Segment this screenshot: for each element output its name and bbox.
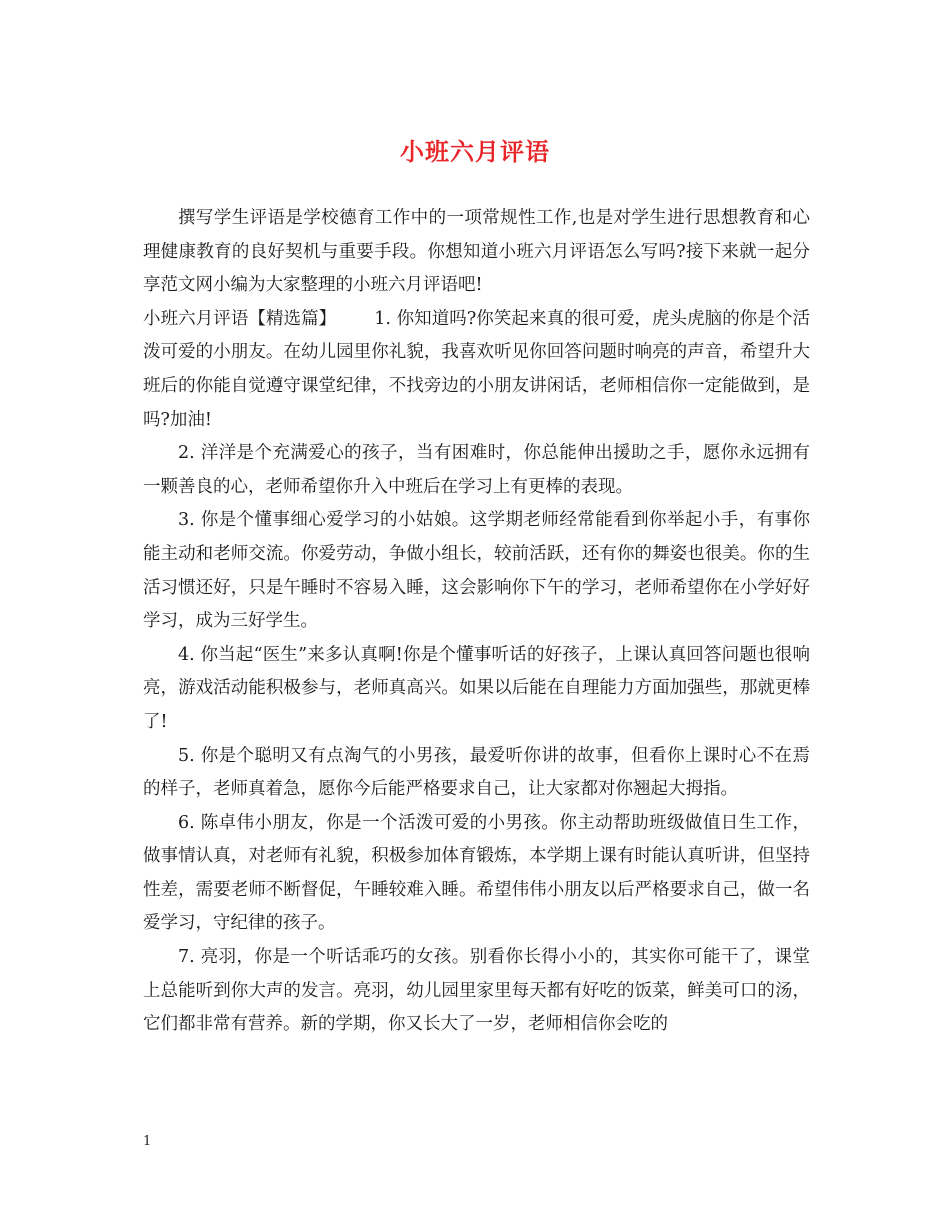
document-body xyxy=(143,202,810,1042)
item-5-paragraph: 5. 你是个聪明又有点淘气的小男孩，最爱听你讲的故事，但看你上课时心不在焉的样子，老师真着急，愿你今后能严格要求自己，让大家都对你翘起大拇指。 xyxy=(143,745,810,800)
first-item-paragraph xyxy=(143,303,810,437)
page-number: 1 xyxy=(143,1134,152,1149)
item-7-paragraph: 7. 亮羽，你是一个听话乖巧的女孩。别看你长得小小的，其实你可能干了，课堂上总能听到你大声的发言。亮羽，幼儿园里家里每天都有好吃的饭菜，鲜美可口的汤，它们都非常有营养。新的学期，你又长大了一岁，老师相信你会吃的 xyxy=(143,947,810,1035)
intro-paragraph: 撰写学生评语是学校德育工作中的一项常规性工作,也是对学生进行思想教育和心理健康教育的良好契机与重要手段。你想知道小班六月评语怎么写吗?接下来就一起分享范文网小编为大家整理的小班六月评语吧! xyxy=(143,208,810,296)
page-title: 小班六月评语 xyxy=(400,137,550,166)
item-4-paragraph: 4. 你当起“医生”来多认真啊!你是个懂事听话的好孩子，上课认真回答问题也很响亮，游戏活动能积极参与，老师真高兴。如果以后能在自理能力方面加强些，那就更棒了! xyxy=(143,644,810,732)
item-2-paragraph: 2. 洋洋是个充满爱心的孩子，当有困难时，你总能伸出援助之手，愿你永远拥有一颗善良的心，老师希望你升入中班后在学习上有更棒的表现。 xyxy=(143,443,810,497)
section-heading: 小班六月评语【精选篇】 xyxy=(143,308,337,329)
item-1-text: 1. 你知道吗?你笑起来真的很可爱，虎头虎脑的你是个活泼可爱的小朋友。在幼儿园里你礼貌，我喜欢听见你回答问题时响亮的声音，希望升大班后的你能自觉遵守课堂纪律，不找旁边的小朋友讲闲话，老师相信你一定能做到，是吗?加油! xyxy=(143,308,811,430)
item-3-paragraph: 3. 你是个懂事细心爱学习的小姑娘。这学期老师经常能看到你举起小手，有事你能主动和老师交流。你爱劳动，争做小组长，较前活跃，还有你的舞姿也很美。你的生活习惯还好，只是午睡时不容易入睡，这会影响你下午的学习，老师希望你在小学好好学习，成为三好学生。 xyxy=(143,510,810,632)
item-6-paragraph: 6. 陈卓伟小朋友，你是一个活泼可爱的小男孩。你主动帮助班级做值日生工作，做事情认真，对老师有礼貌，积极参加体育锻炼，本学期上课有时能认真听讲，但坚持性差，需要老师不断督促，午睡较难入睡。希望伟伟小朋友以后严格要求自己，做一名爱学习，守纪律的孩子。 xyxy=(143,812,810,934)
